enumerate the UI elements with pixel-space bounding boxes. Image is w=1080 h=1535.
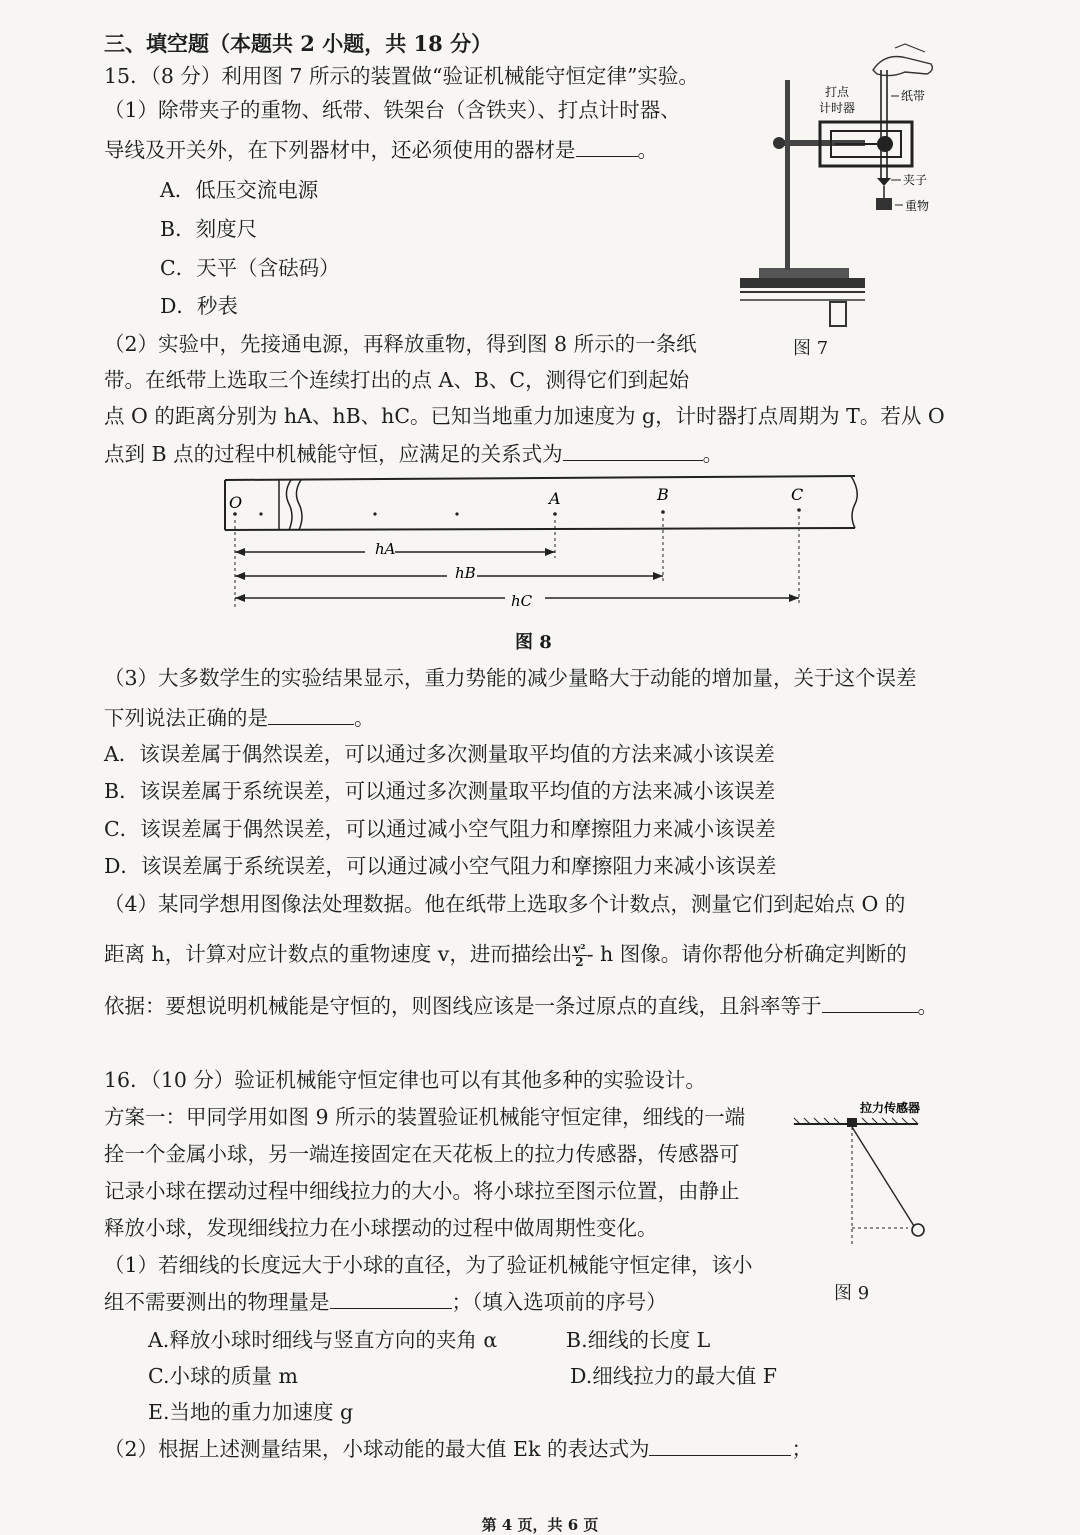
answer-blank-q15-3[interactable] bbox=[268, 706, 354, 725]
q16-part1-line1: （1）若细线的长度远大于小球的直径，为了验证机械能守恒定律，该小 bbox=[104, 1253, 753, 1277]
table-leg bbox=[830, 302, 846, 326]
q15-part3-option-c: C．该误差属于偶然误差，可以通过减小空气阻力和摩擦阻力来减小该误差 bbox=[104, 817, 776, 841]
q15-part1-line1: （1）除带夹子的重物、纸带、铁架台（含铁夹）、打点计时器、 bbox=[104, 98, 681, 122]
answer-blank-q15-4[interactable] bbox=[822, 994, 918, 1013]
q16-part2-line bbox=[104, 1435, 812, 1463]
q16-option-c: C.小球的质量 m bbox=[148, 1364, 298, 1388]
q15-part2-line2: 带。在纸带上选取三个连续打出的点 A、B、C，测得它们到起始 bbox=[104, 368, 690, 392]
dot-c bbox=[797, 508, 801, 512]
q15-part4-end: 。 bbox=[917, 994, 938, 1018]
dot-o bbox=[233, 512, 237, 516]
q16-stem: 16．（10 分）验证机械能守恒定律也可以有其他多种的实验设计。 bbox=[104, 1068, 706, 1092]
q15-part1-text: 导线及开关外，在下列器材中，还必须使用的器材是 bbox=[104, 138, 576, 162]
fig7-label-clip: 夹子 bbox=[903, 173, 928, 187]
q16-plan-line2: 拴一个金属小球，另一端连接固定在天花板上的拉力传感器，传感器可 bbox=[104, 1142, 740, 1166]
answer-blank-q15-2[interactable] bbox=[563, 442, 703, 461]
q15-stem: 15．（8 分）利用图 7 所示的装置做“验证机械能守恒定律”实验。 bbox=[104, 64, 699, 88]
tape-break bbox=[286, 480, 292, 530]
q16-plan-line1: 方案一：甲同学用如图 9 所示的装置验证机械能守恒定律，细线的一端 bbox=[104, 1105, 746, 1129]
q15-option-c: C．天平（含砝码） bbox=[160, 256, 340, 280]
answer-blank-q15-1[interactable] bbox=[576, 138, 638, 157]
figure-7-caption: 图 7 bbox=[793, 338, 829, 359]
stand-rod bbox=[785, 80, 790, 270]
answer-blank-q16-2[interactable] bbox=[649, 1437, 791, 1456]
q15-part2-end: 。 bbox=[702, 442, 724, 466]
q15-part3-text: 下列说法正确的是 bbox=[104, 706, 268, 730]
dim-hc-label: hC bbox=[511, 592, 533, 610]
q16-option-b: B.细线的长度 L bbox=[566, 1328, 711, 1352]
q15-part2-line4 bbox=[104, 440, 723, 468]
q16-part2-text: （2）根据上述测量结果，小球动能的最大值 Ek 的表达式为 bbox=[104, 1437, 650, 1461]
fraction-numerator: v² bbox=[573, 942, 586, 956]
figure-9-caption: 图 9 bbox=[834, 1283, 870, 1304]
dim-ha-label: hA bbox=[375, 540, 396, 558]
q15-part3-line2 bbox=[104, 704, 375, 732]
point-c-label: C bbox=[791, 485, 804, 504]
q16-part2-end: ； bbox=[791, 1437, 812, 1461]
fig7-label-timer2: 计时器 bbox=[819, 101, 856, 115]
clip-icon bbox=[877, 178, 891, 186]
dot-a bbox=[553, 512, 557, 516]
q15-part3-line1: （3）大多数学生的实验结果显示，重力势能的减少量略大于动能的增加量，关于这个误差 bbox=[104, 666, 917, 690]
fraction-denominator: 2 bbox=[575, 955, 584, 969]
figure-9-pendulum bbox=[790, 1096, 930, 1256]
figure-7-apparatus bbox=[735, 40, 945, 330]
q15-part2-text: 点到 B 点的过程中机械能守恒，应满足的关系式为 bbox=[104, 442, 563, 466]
answer-blank-q16-1[interactable] bbox=[330, 1290, 452, 1309]
point-b-label: B bbox=[657, 485, 669, 504]
figure-8-caption: 图 8 bbox=[515, 632, 552, 653]
q16-option-e: E.当地的重力加速度 g bbox=[148, 1400, 354, 1424]
dot-b bbox=[661, 510, 665, 514]
q15-part4-text-c: 依据：要想说明机械能是守恒的，则图线应该是一条过原点的直线，且斜率等于 bbox=[104, 994, 822, 1018]
q15-part1-line2 bbox=[104, 136, 658, 164]
point-o-label: O bbox=[229, 493, 243, 512]
pendulum-ball bbox=[912, 1224, 924, 1236]
q15-part3-option-a: A．该误差属于偶然误差，可以通过多次测量取平均值的方法来减小该误差 bbox=[104, 742, 775, 766]
figure-8-tape bbox=[215, 470, 875, 620]
force-sensor bbox=[847, 1118, 857, 1127]
table-top bbox=[740, 278, 865, 288]
fig7-label-tape: 纸带 bbox=[901, 89, 926, 103]
q16-option-a: A.释放小球时细线与竖直方向的夹角 α bbox=[148, 1328, 498, 1352]
q15-option-b: B．刻度尺 bbox=[160, 217, 258, 241]
pendulum-string bbox=[852, 1127, 914, 1226]
q15-part3-end: 。 bbox=[354, 706, 375, 730]
q15-part1-end: 。 bbox=[637, 138, 658, 162]
q15-part4-text-a: 距离 h，计算对应计数点的重物速度 v，进而描绘出 bbox=[104, 942, 573, 966]
q15-part4-line2 bbox=[104, 940, 907, 968]
q15-part4-line1: （4）某同学想用图像法处理数据。他在纸带上选取多个计数点，测量它们到起始点 O 的 bbox=[104, 892, 906, 916]
q16-part1-line2 bbox=[104, 1288, 667, 1316]
fig7-label-timer1: 打点 bbox=[825, 85, 850, 99]
q15-part3-option-b: B．该误差属于系统误差，可以通过多次测量取平均值的方法来减小该误差 bbox=[104, 779, 776, 803]
fig7-label-weight: 重物 bbox=[905, 199, 930, 213]
q16-plan-line3: 记录小球在摆动过程中细线拉力的大小。将小球拉至图示位置，由静止 bbox=[104, 1179, 740, 1203]
q15-part4-text-b: - h 图像。请你帮他分析确定判断的 bbox=[586, 942, 907, 966]
q16-plan-line4: 释放小球，发现细线拉力在小球摆动的过程中做周期性变化。 bbox=[104, 1216, 658, 1240]
q15-option-a: A．低压交流电源 bbox=[160, 178, 319, 202]
fraction-v2-over-2 bbox=[572, 943, 586, 968]
weight-icon bbox=[876, 198, 892, 210]
q15-part2-line1: （2）实验中，先接通电源，再释放重物，得到图 8 所示的一条纸 bbox=[104, 332, 697, 356]
stand-base bbox=[759, 268, 849, 278]
sensor-label: 拉力传感器 bbox=[860, 1101, 921, 1115]
point-a-label: A bbox=[549, 489, 561, 508]
page-footer: 第 4 页，共 6 页 bbox=[481, 1516, 599, 1534]
q16-option-d: D.细线拉力的最大值 F bbox=[570, 1364, 777, 1388]
q15-part4-line3 bbox=[104, 992, 938, 1020]
q15-part2-line3: 点 O 的距离分别为 hA、hB、hC。已知当地重力加速度为 g，计时器打点周期为 T。若从 O bbox=[104, 404, 945, 428]
q15-part3-option-d: D．该误差属于系统误差，可以通过减小空气阻力和摩擦阻力来减小该误差 bbox=[104, 854, 777, 878]
q15-option-d: D．秒表 bbox=[160, 294, 238, 318]
dim-hb-label: hB bbox=[455, 564, 476, 582]
q16-part1-text: 组不需要测出的物理量是 bbox=[104, 1290, 330, 1314]
hand-icon bbox=[873, 57, 932, 76]
q16-part1-end: ；（填入选项前的序号） bbox=[451, 1290, 667, 1314]
section-title: 三、填空题（本题共 2 小题，共 18 分） bbox=[104, 31, 493, 56]
